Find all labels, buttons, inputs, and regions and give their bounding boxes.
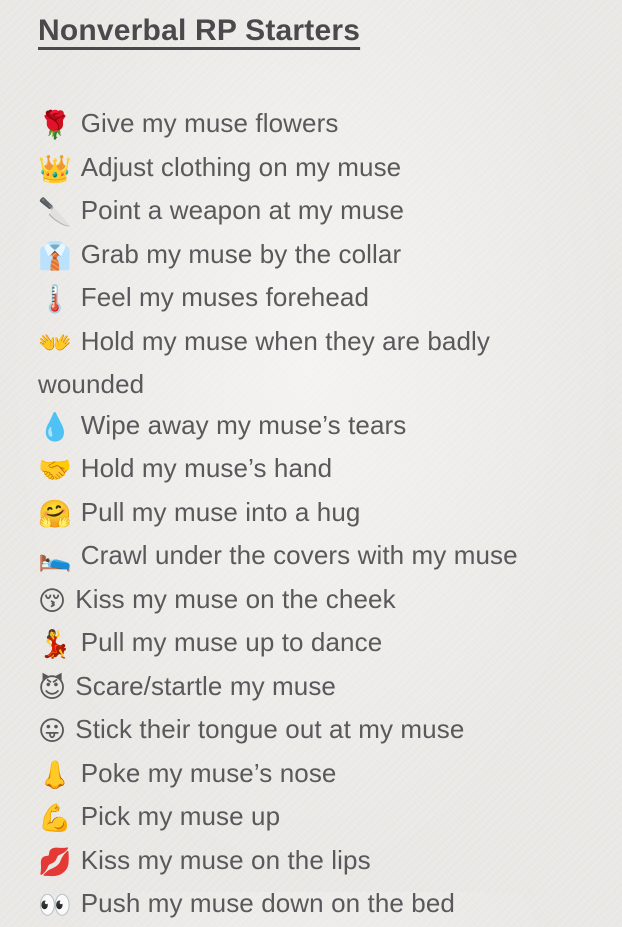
kiss-mark-icon: 💋 — [38, 846, 72, 878]
rose-icon: 🌹 — [38, 110, 72, 141]
list-item — [38, 883, 592, 927]
list-item — [38, 535, 592, 579]
list-item-text: Crawl under the covers with my muse — [80, 540, 518, 570]
list-item — [38, 234, 592, 278]
person-in-bed-icon: 🛌 — [38, 542, 72, 573]
list-item — [38, 666, 592, 710]
list-item — [38, 448, 592, 492]
crown-icon: 👑 — [38, 153, 72, 185]
hugging-face-icon: 🤗 — [38, 498, 72, 530]
list-item — [38, 321, 592, 405]
thermometer-icon: 🌡️ — [38, 284, 72, 315]
list-item — [38, 277, 592, 321]
list-item — [38, 796, 592, 840]
list-item — [38, 753, 592, 797]
list-item-text: Wipe away my muse’s tears — [80, 409, 407, 440]
list-item-text: Pick my muse up — [80, 801, 281, 831]
list-item — [38, 405, 592, 449]
list-item-text: Hold my muse when they are badly wounded — [38, 325, 491, 399]
necktie-icon: 👔 — [38, 240, 72, 272]
page-title: Nonverbal RP Starters — [38, 14, 361, 47]
flexed-biceps-icon: 💪 — [38, 803, 72, 834]
list-item-text: Pull my muse into a hug — [80, 496, 361, 527]
list-item-text: Feel my muses forehead — [80, 282, 370, 312]
open-hands-icon: 👐 — [38, 327, 72, 359]
list-item — [38, 103, 592, 147]
list-item-text: Kiss my muse on the cheek — [75, 583, 396, 614]
list-item-text: Stick their tongue out at my muse — [75, 714, 465, 744]
list-item — [38, 579, 592, 623]
nose-icon: 👃 — [38, 759, 72, 791]
starter-list — [38, 103, 592, 927]
list-item — [38, 147, 592, 191]
list-item — [38, 709, 592, 753]
eyes-icon: 👀 — [38, 890, 72, 921]
list-item-text: Push my muse down on the bed — [80, 888, 455, 918]
list-item-text: Hold my muse’s hand — [80, 453, 333, 483]
list-item-text: Point a weapon at my muse — [80, 195, 405, 225]
droplet-icon: 💧 — [38, 411, 72, 443]
dancer-icon: 💃 — [38, 629, 72, 660]
handshake-icon: 🤝 — [38, 455, 72, 486]
list-item-text: Scare/startle my muse — [75, 670, 336, 701]
list-item-text: Grab my muse by the collar — [80, 238, 402, 269]
list-item-text: Pull my muse up to dance — [80, 627, 383, 657]
list-item — [38, 622, 592, 666]
knife-icon: 🔪 — [38, 197, 72, 228]
list-item-text: Kiss my muse on the lips — [80, 844, 371, 875]
list-item — [38, 840, 592, 884]
smiling-devil-icon: 😈 — [38, 672, 67, 704]
list-item-text: Poke my muse’s nose — [80, 757, 337, 788]
list-item — [38, 190, 592, 234]
list-item-text: Give my muse flowers — [80, 108, 339, 138]
kissing-face-icon: 😚 — [38, 585, 67, 617]
tongue-out-face-icon: 😛 — [38, 716, 67, 747]
list-item — [38, 492, 592, 536]
list-item-text: Adjust clothing on my muse — [80, 151, 402, 182]
